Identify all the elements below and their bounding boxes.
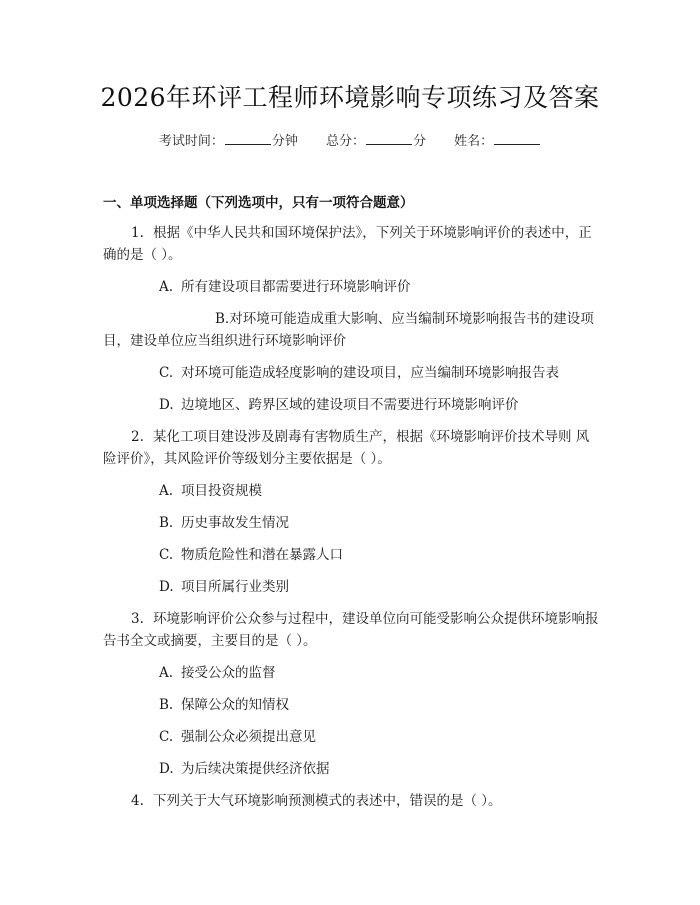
question-2-option-c [103,544,600,566]
question-text: 下列关于大气环境影响预测模式的表述中，错误的是（ ）。 [153,793,502,809]
option-text: 物质危险性和潜在暴露人口 [181,547,343,563]
question-2-option-b [103,512,600,534]
option-letter: B. [159,515,174,531]
option-text: 边境地区、跨界区域的建设项目不需要进行环境影响评价 [181,397,519,413]
option-text: 对环境可能造成轻度影响的建设项目，应当编制环境影响报告表 [181,365,559,381]
name-label: 姓名： [454,134,494,149]
option-letter: C. [159,729,174,745]
question-3-option-a [103,662,600,684]
option-text: 对环境可能造成重大影响、应当编制环境影响报告书的建设项目，建设单位应当组织进行环境影响评价 [103,311,594,349]
question-1-option-d [103,394,600,416]
exam-time-field [159,134,298,149]
total-score-unit: 分 [413,134,427,149]
option-text: 项目所属行业类别 [181,579,289,595]
name-blank [494,132,540,145]
question-3-option-c [103,726,600,748]
question-1 [103,222,600,266]
option-letter: B. [159,697,174,713]
question-3 [103,608,600,652]
question-2 [103,426,600,470]
total-score-field [326,134,426,149]
option-letter: D. [159,579,174,595]
exam-time-label: 考试时间： [158,134,224,149]
question-text: 根据《中华人民共和国环境保护法》，下列关于环境影响评价的表述中，正确的是（ ）。 [103,225,592,263]
question-number: 4. [131,793,144,809]
exam-time-blank [225,132,271,145]
exam-time-unit: 分钟 [271,134,298,149]
question-text: 环境影响评价公众参与过程中，建设单位向可能受影响公众提供环境影响报告书全文或摘要，主要目的是（ ）。 [103,611,599,649]
question-1-option-b [103,308,600,352]
option-text: 历史事故发生情况 [181,515,289,531]
option-letter: A. [159,665,174,681]
question-2-option-d [103,576,600,598]
total-score-label: 总分： [325,134,365,149]
question-2-option-a [103,480,600,502]
option-letter: D. [159,761,174,777]
question-4 [103,790,600,812]
question-3-option-b [103,694,600,716]
question-number: 3. [131,611,144,627]
question-3-option-d [103,758,600,780]
option-letter: A. [159,483,174,499]
question-1-option-a [103,276,600,298]
option-letter: D. [159,397,174,413]
exam-meta [0,130,700,149]
question-text: 某化工项目建设涉及剧毒有害物质生产，根据《环境影响评价技术导则 风险评价》，其风险评价等级划分主要依据是（ ）。 [103,429,590,467]
total-score-blank [366,132,412,145]
option-text: 所有建设项目都需要进行环境影响评价 [181,279,411,295]
option-letter: B. [215,311,230,327]
question-1-option-c [103,362,600,384]
option-text: 接受公众的监督 [181,665,276,681]
question-list [103,222,600,822]
section-heading: 一、单项选择题（下列选项中，只有一项符合题意） [103,195,414,211]
option-text: 为后续决策提供经济依据 [181,761,330,777]
option-text: 保障公众的知情权 [181,697,289,713]
option-letter: A. [159,279,174,295]
option-letter: C. [159,547,174,563]
option-text: 项目投资规模 [181,483,262,499]
name-field [454,134,541,149]
page-title: 2026年环评工程师环境影响专项练习及答案 [100,83,600,112]
question-number: 2. [131,429,144,445]
option-text: 强制公众必须提出意见 [181,729,316,745]
option-letter: C. [159,365,174,381]
question-number: 1. [131,225,144,241]
